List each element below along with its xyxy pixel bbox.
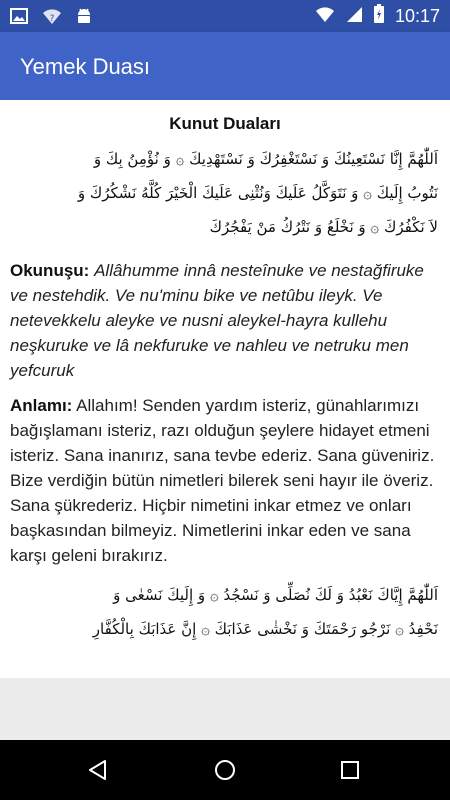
battery-icon xyxy=(373,4,385,28)
anlami-label: Anlamı: xyxy=(10,396,73,415)
arabic-line: لاَ نَكْفُرُكَ ۞ وَ نَخْلَعُ وَ نَتْرُكُ مَنْ يَفْجُرُكَ xyxy=(209,218,438,236)
anlami-paragraph xyxy=(0,393,450,568)
arabic-line: اَللّٰهُمَّ إِيَّاكَ نَعْبُدُ وَ لَكَ نُصَلِّى وَ نَسْجُدُ ۞ وَ إِلَيكَ نَسْعٰى وَ xyxy=(113,586,438,604)
back-icon[interactable] xyxy=(78,750,118,790)
prayer-content[interactable] xyxy=(0,100,450,678)
signal-icon xyxy=(345,5,363,27)
okunusu-text: Allâhumme innâ nesteînuke ve nestağfiruke ve nestehdik. Ve nu'minu bike ve netûbu ileyk. Ve netevekkelu aleyke ve nusni aleykel-hayra kullehu neşkuruke ve lâ nekfuruke ve nahleu ve netruku men yefcuruk xyxy=(10,261,424,380)
svg-text:?: ? xyxy=(49,14,55,24)
android-icon xyxy=(76,7,92,29)
wifi-question-icon xyxy=(42,7,62,29)
section-title: Kunut Duaları xyxy=(169,114,281,133)
wifi-icon xyxy=(315,5,335,27)
okunusu-label: Okunuşu: xyxy=(10,261,90,280)
arabic-line: نَتُوبُ إِلَيكَ ۞ وَ نَتَوَكَّلُ عَلَيكَ وَنُثْنِى عَلَيكَ الْخَيْرَ كُلَّهُ نَشْكُرُكَ وَ xyxy=(77,184,438,202)
navigation-bar xyxy=(0,740,450,800)
okunusu-paragraph xyxy=(0,258,450,383)
arabic-line: اَللّٰهُمَّ إِنَّا نَسْتَعِينُكَ وَ نَسْتَغْفِرُكَ وَ نَسْتَهْدِيكَ ۞ وَ نُؤْمِنُ بِكَ وَ xyxy=(93,150,438,168)
status-right-icons xyxy=(315,4,440,28)
anlami-text: Allahım! Senden yardım isteriz, günahlarımızı bağışlamanı isteriz, razı olduğun şeylere hidayet etmeni isteriz. Sana inanırız, sana tevbe ederiz. Sana güveniriz. Bize verdiğin bütün nimetleri bilerek seni hayır ile överiz. Sana şükrederiz. Hiçbir nimetini inkar etmez ve onları başkasından bilmeyiz. Nimetlerini inkar eden ve sana karşı geleni bırakırız. xyxy=(10,396,435,565)
arabic-text-block-2 xyxy=(0,578,450,646)
app-bar xyxy=(0,32,450,100)
home-icon[interactable] xyxy=(205,750,245,790)
app-title: Yemek Duası xyxy=(20,54,151,79)
image-icon xyxy=(10,8,28,28)
arabic-text-block-1 xyxy=(0,142,450,244)
status-left-icons xyxy=(10,7,92,29)
recents-icon[interactable] xyxy=(330,750,370,790)
status-bar xyxy=(0,0,450,32)
arabic-line: نَحْفِدُ ۞ نَرْجُو رَحْمَتَكَ وَ نَخْشٰى عَذَابَكَ ۞ إِنَّ عَذَابَكَ بِالْكُفَّارِ xyxy=(92,620,438,638)
clock-time: 10:17 xyxy=(394,5,440,26)
